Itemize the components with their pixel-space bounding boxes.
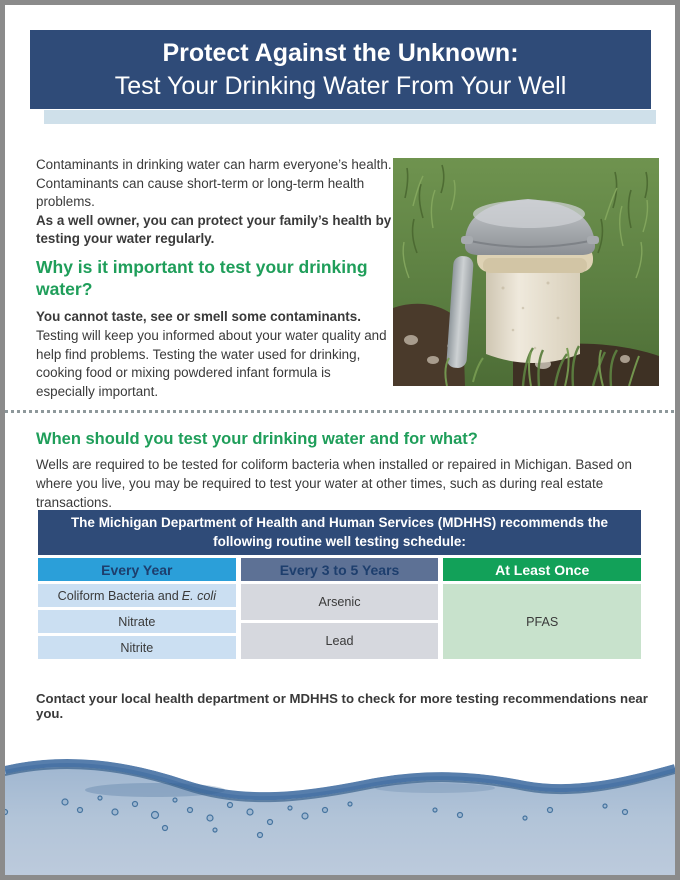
coliform-text: Coliform Bacteria and [57,588,179,603]
column-at-least-once [443,558,641,659]
when-test-body [36,456,654,512]
title-line1: Protect Against the Unknown: [162,39,519,67]
contact-note: Contact your local health department or MDHHS to check for more testing recommendations near you. [36,691,648,721]
why-test-text: Testing will keep you informed about your water quality and help find problems. Testing the water used for drinking, cooking food or mixing powdered infant formula is especially important. [36,327,387,400]
intro-paragraph-2: As a well owner, you can protect your family’s health by testing your water regularly. [36,212,392,246]
table-columns [38,558,641,659]
testing-schedule-table [38,510,641,659]
why-test-lead: You cannot taste, see or smell some contaminants. [36,309,361,324]
table-cell-coliform [38,584,236,607]
table-cell-arsenic: Arsenic [241,584,439,620]
table-cell-nitrite: Nitrite [38,636,236,659]
well-cap-photo [393,158,659,386]
intro-paragraph-1: Contaminants in drinking water can harm everyone’s health. Contaminants can cause short-term or long-term health problems. [36,157,392,209]
intro-paragraphs [36,156,392,249]
title-banner [30,30,651,109]
header-accent-strip [44,110,656,124]
column-every-year [38,558,236,659]
table-cell-pfas: PFAS [443,584,641,659]
why-test-body [36,308,392,402]
table-cell-nitrate: Nitrate [38,610,236,633]
title-line2: Test Your Drinking Water From Your Well [114,71,567,100]
table-cell-lead: Lead [241,623,439,659]
at-least-once-header: At Least Once [443,558,641,581]
when-test-text: Wells are required to be tested for coliform bacteria when installed or repaired in Michigan. Based on where you live, you may be required to test your water at other times, such as during real estate transactions. [36,457,632,510]
table-title-banner: The Michigan Department of Health and Human Services (MDHHS) recommends the following routine well testing schedule: [38,510,641,555]
why-test-heading: Why is it important to test your drinking water? [36,257,368,299]
when-test-heading: When should you test your drinking water and for what? [36,430,478,448]
ecoli-italic-text: E. coli [181,588,217,603]
column-every-3-to-5-years [241,558,439,659]
water-surface-photo [5,740,675,875]
dotted-divider [5,410,675,413]
every-year-header: Every Year [38,558,236,581]
every-3-to-5-years-header: Every 3 to 5 Years [241,558,439,581]
